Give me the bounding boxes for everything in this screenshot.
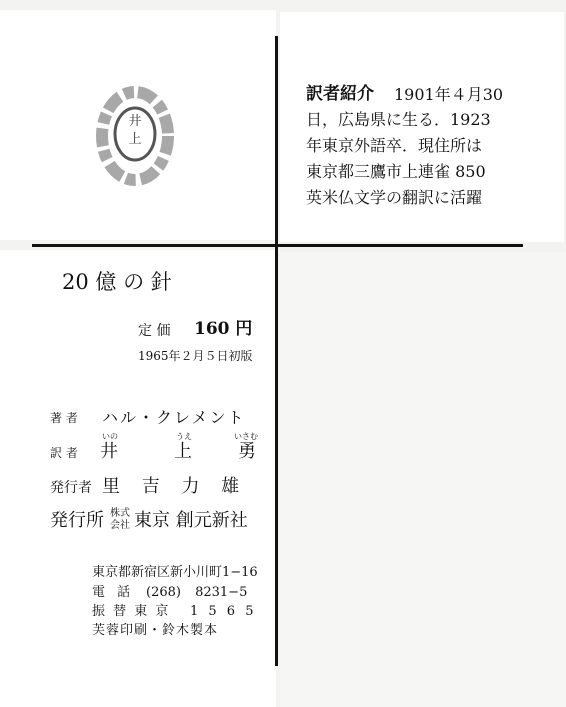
publisher-person-label: 発行者 [50, 480, 92, 496]
edition-date: 1965年２月５日初版 [138, 349, 253, 363]
translator-label: 訳 者 [50, 446, 78, 460]
transfer-value: 1 5 6 5 [190, 604, 257, 619]
transfer-label: 振 替 東 京 [92, 604, 171, 619]
translator-name-2: 上 [174, 441, 192, 462]
author-name: ハル・クレメント [102, 408, 246, 427]
publisher-label: 発行所 [50, 510, 104, 531]
publisher-address: 東京都新宿区新小川町1−16 [92, 565, 258, 580]
seal-text: 井上 [128, 114, 142, 147]
publisher-person-name: 里 吉 力 雄 [102, 476, 248, 497]
author-label: 著 者 [50, 411, 78, 425]
price-label: 定 価 [138, 323, 171, 339]
publisher-kaisha: 会社 [110, 520, 130, 531]
bottom-right-panel [280, 252, 566, 707]
horizontal-rule [32, 244, 523, 247]
bio-line-3: 年東京外語卒．現住所は [306, 136, 483, 155]
seal-stamp [94, 80, 176, 192]
vertical-rule [275, 36, 278, 666]
bio-line-4: 東京都三鷹市上連雀 850 [306, 162, 486, 181]
bio-line-1: 1901年４月30 [394, 85, 504, 104]
printer-binder: 芙蓉印刷・鈴木製本 [92, 623, 219, 638]
phone-label: 電 話 [92, 585, 135, 600]
price-value: 160 円 [194, 319, 253, 339]
phone-value: (268) 8231−5 [146, 585, 248, 600]
translator-ruby-2: うえ [176, 432, 192, 441]
translator-name-1: 井 [100, 441, 118, 462]
publisher-name: 東京 創元新社 [134, 510, 248, 531]
translator-name-3: 勇 [238, 441, 256, 462]
translator-ruby-3: いさむ [234, 432, 258, 441]
publisher-kabu: 株式 [110, 508, 130, 519]
bio-line-5: 英米仏文学の翻訳に活躍 [306, 188, 483, 207]
bio-line-2: 日，広島県に生る．1923 [306, 110, 491, 129]
book-title: 20 億 の 針 [62, 270, 172, 294]
bio-heading: 訳者紹介 [306, 84, 374, 104]
translator-ruby-1: いの [102, 432, 118, 441]
